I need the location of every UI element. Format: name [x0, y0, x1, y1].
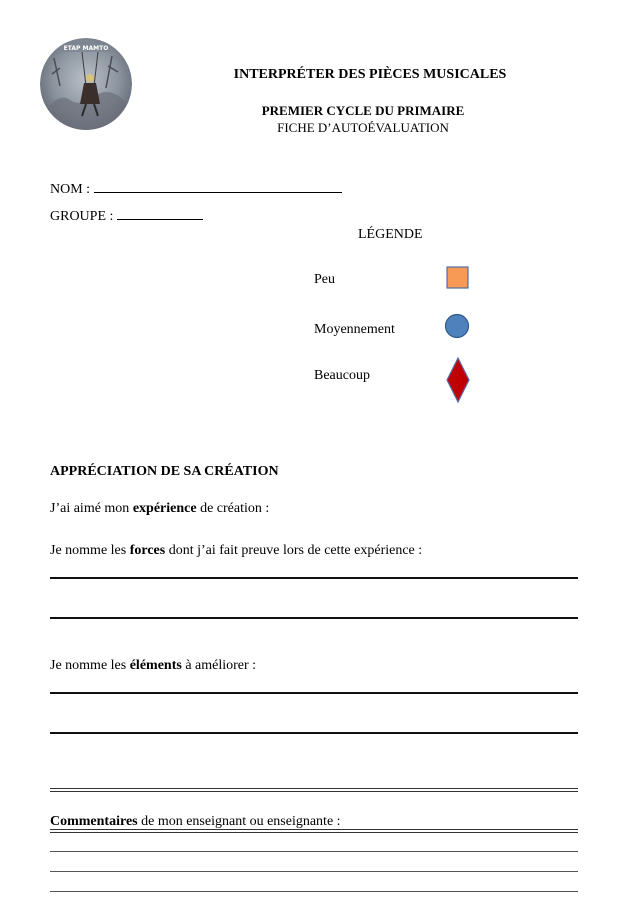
legend-title: LÉGENDE: [358, 227, 423, 242]
comment-line[interactable]: [50, 871, 578, 872]
page-subtitle: PREMIER CYCLE DU PRIMAIRE: [261, 103, 465, 118]
nom-field[interactable]: [50, 180, 342, 198]
groupe-input-line[interactable]: [117, 207, 203, 220]
comment-line[interactable]: [50, 829, 578, 833]
section-divider: [50, 788, 578, 792]
question-keyword: éléments: [129, 658, 182, 673]
answer-line[interactable]: [50, 692, 578, 694]
child-on-swing-logo-icon: [40, 38, 132, 130]
legend-label-moyennement: Moyennement: [314, 322, 395, 337]
answer-line[interactable]: [50, 617, 578, 619]
comments-label: [50, 814, 341, 830]
question-experience: [50, 501, 269, 517]
question-text: Je nomme les: [50, 543, 130, 558]
answer-line[interactable]: [50, 732, 578, 734]
comment-line[interactable]: [50, 891, 578, 892]
comment-line[interactable]: [50, 851, 578, 852]
legend-label-peu: Peu: [314, 272, 335, 287]
legend-label-beaucoup: Beaucoup: [314, 368, 370, 383]
question-text: à améliorer :: [181, 658, 257, 673]
question-text: de création :: [196, 501, 270, 516]
square-icon: [446, 266, 470, 295]
comments-keyword: Commentaires: [50, 814, 138, 829]
section-title: APPRÉCIATION DE SA CRÉATION: [50, 464, 279, 479]
school-logo: [40, 38, 132, 130]
diamond-icon: [445, 356, 471, 409]
groupe-field[interactable]: [50, 207, 203, 225]
question-text: J’ai aimé mon: [50, 501, 133, 516]
comments-text: de mon enseignant ou enseignante :: [137, 814, 341, 829]
nom-label: NOM :: [50, 182, 91, 197]
circle-icon: [444, 313, 470, 344]
svg-text:ETAP MAMTO: ETAP MAMTO: [63, 45, 109, 52]
question-forces: [50, 543, 422, 559]
question-text: Je nomme les: [50, 658, 130, 673]
question-keyword: forces: [129, 543, 166, 558]
nom-input-line[interactable]: [94, 180, 342, 193]
page-title: INTERPRÉTER DES PIÈCES MUSICALES: [233, 67, 507, 82]
page-subtitle-secondary: FICHE D’AUTOÉVALUATION: [277, 120, 449, 135]
question-elements: [50, 658, 256, 674]
groupe-label: GROUPE :: [50, 209, 114, 224]
answer-line[interactable]: [50, 577, 578, 579]
question-keyword: expérience: [132, 501, 197, 516]
question-text: dont j’ai fait preuve lors de cette expérience :: [165, 543, 423, 558]
